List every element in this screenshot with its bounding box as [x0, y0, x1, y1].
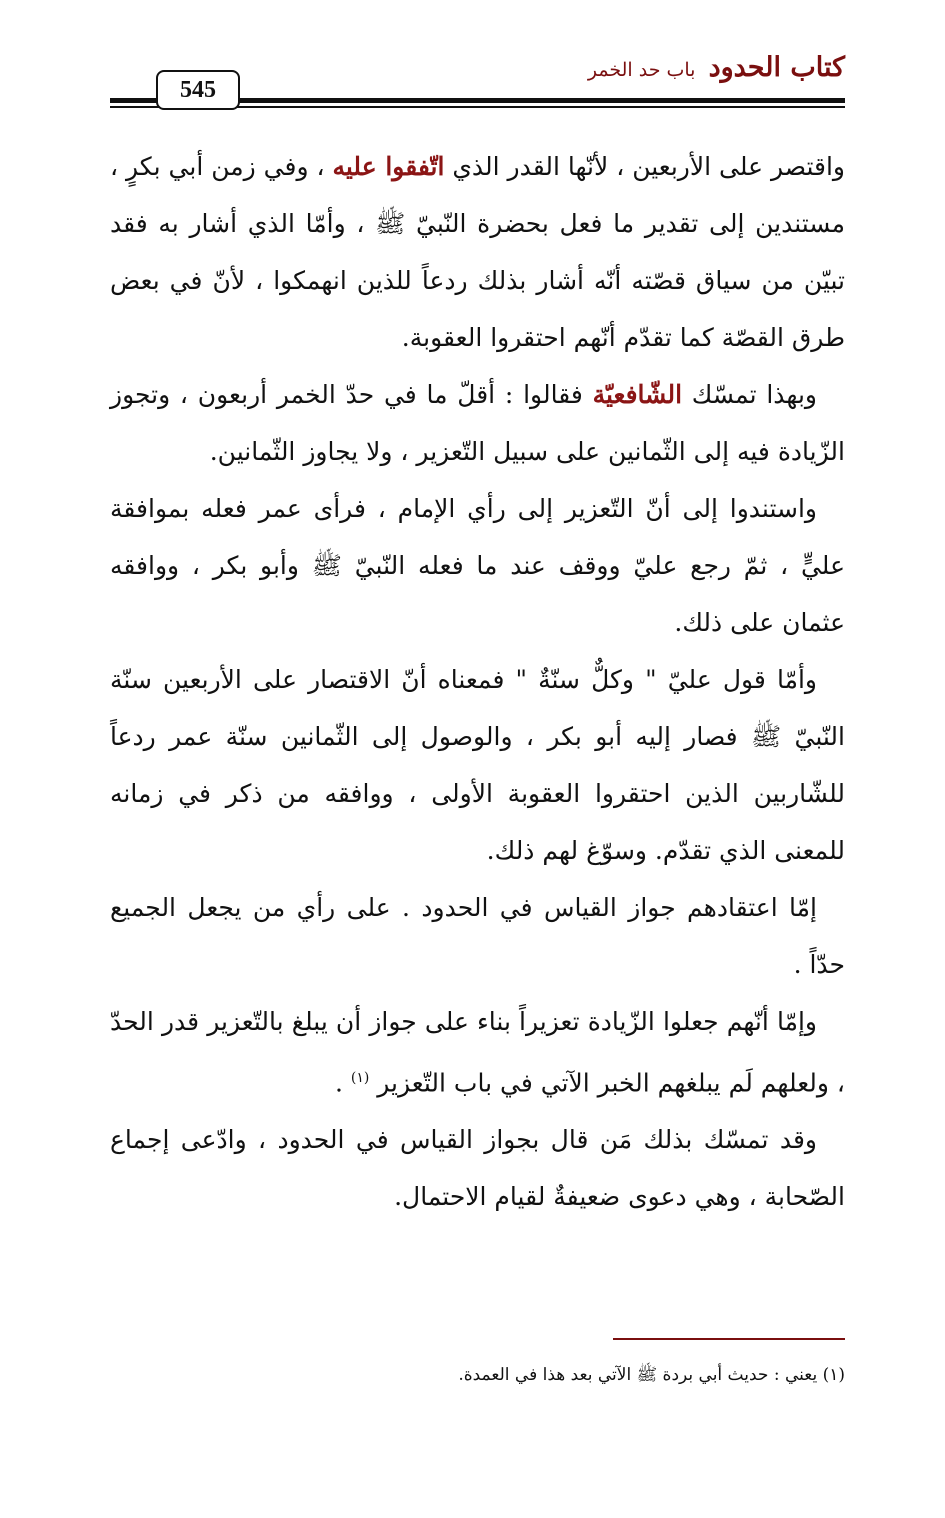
paragraph-2: [110, 366, 845, 480]
paragraph-7: وقد تمسّك بذلك مَن قال بجواز القياس في الحدود ، وادّعى إجماع الصّحابة ، وهي دعوى ضعيفةٌ لقيام الاحتمال.: [110, 1125, 845, 1212]
chapter-title: باب حد الخمر: [587, 59, 696, 81]
page-header: [110, 44, 845, 114]
footnote: (١) يعني : حديث أبي بردة ﷺ الآتي بعد هذا في العمدة.: [458, 1365, 845, 1385]
highlight-shafiiyya: الشّافعيّة: [592, 380, 683, 409]
paragraph-2-part-b: فقالوا : أقلّ ما في حدّ الخمر أربعون ، وتجوز الزّيادة فيه إلى الثّمانين على سبيل التّعزير ، ولا يجاوز الثّمانين.: [110, 380, 845, 466]
paragraph-6-part-b: .: [334, 1068, 351, 1098]
footnote-separator: [613, 1338, 845, 1340]
paragraph-3: واستندوا إلى أنّ التّعزير إلى رأي الإمام ، فرأى عمر فعله بموافقة عليٍّ ، ثمّ رجع عليّ ووقف عند ما فعله النّبيّ ﷺ وأبو بكر ، ووافقه عثمان على ذلك.: [110, 494, 845, 637]
paragraph-6: [110, 993, 845, 1111]
page-number: 545: [156, 70, 240, 110]
paragraph-1-part-a: واقتصر على الأربعين ، لأنّها القدر الذي: [444, 152, 845, 181]
paragraph-1: [110, 138, 845, 366]
main-text: [110, 138, 845, 1225]
paragraph-1-part-b: ، وفي زمن أبي بكرٍ ، مستندين إلى تقدير ما فعل بحضرة النّبيّ ﷺ ، وأمّا الذي أشار به فقد تبيّن من سياق قصّته أنّه أشار بذلك ردعاً للذين انهمكوا ، لأنّ في بعض طرق القصّة كما تقدّم أنّهم احتقروا العقوبة.: [110, 152, 845, 352]
paragraph-2-part-a: وبهذا تمسّك: [682, 380, 817, 409]
footnote-marker: (١): [350, 1070, 370, 1086]
book-title: كتاب الحدود: [708, 52, 845, 83]
paragraph-4: وأمّا قول عليّ " وكلٌّ سنّةٌ " فمعناه أنّ الاقتصار على الأربعين سنّة النّبيّ ﷺ فصار إليه أبو بكر ، والوصول إلى الثّمانين سنّة عمر ردعاً للشّاربين الذين احتقروا العقوبة الأولى ، ووافقه من ذكر في زمانه للمعنى الذي تقدّم. وسوّغ لهم ذلك.: [110, 665, 845, 865]
paragraph-5: إمّا اعتقادهم جواز القياس في الحدود . على رأي من يجعل الجميع حدّاً .: [110, 893, 845, 979]
paragraph-6-part-a: وإمّا أنّهم جعلوا الزّيادة تعزيراً بناء على جواز أن يبلغ بالتّعزير قدر الحدّ ، ولعلهم لَم يبلغهم الخبر الآتي في باب التّعزير: [110, 1007, 845, 1098]
highlight-agreed: اتّفقوا عليه: [332, 152, 445, 181]
header-title: [588, 52, 845, 83]
